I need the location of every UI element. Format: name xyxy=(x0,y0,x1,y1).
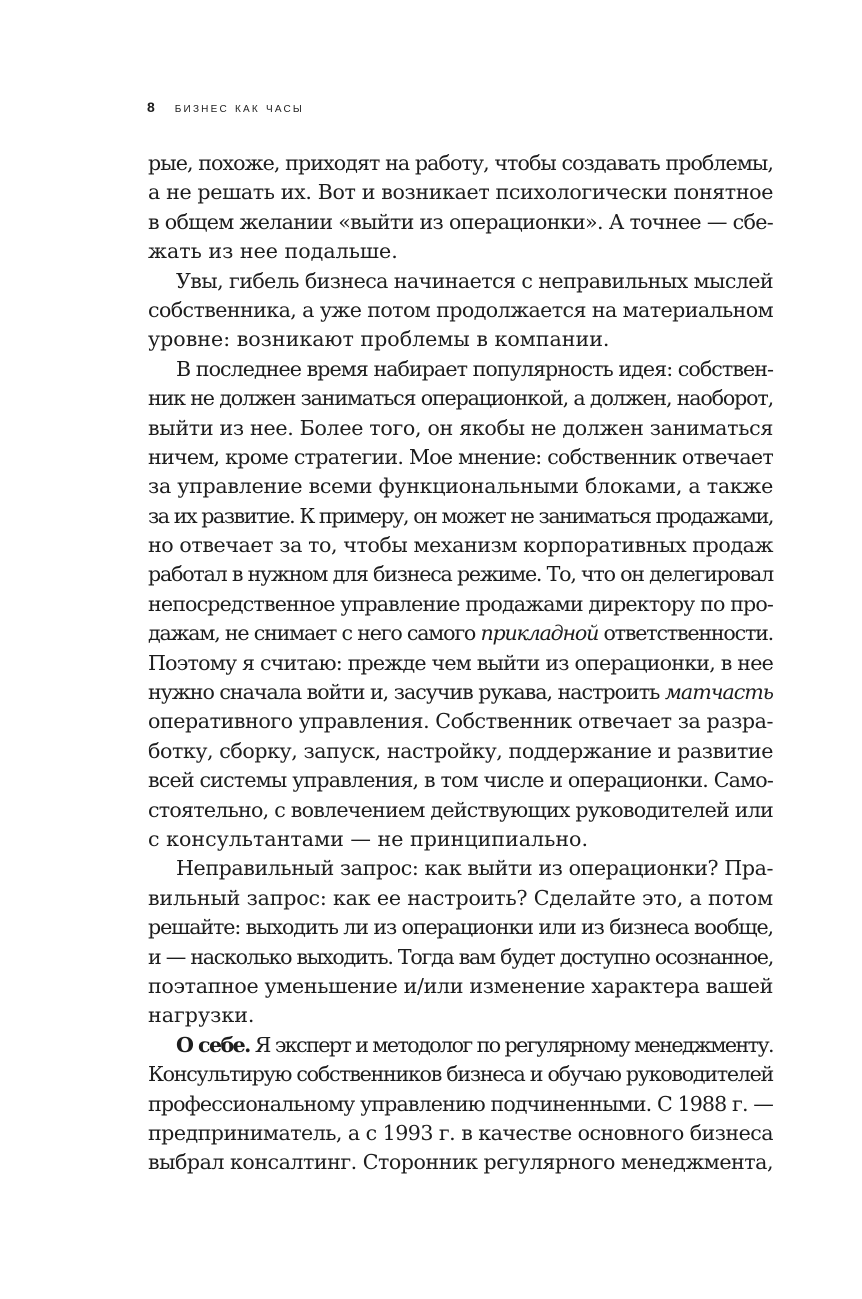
italic-term: матчасть xyxy=(664,680,774,705)
paragraph xyxy=(148,267,773,355)
text-line: В последнее время набирает популярность идея: собствен- xyxy=(176,356,774,381)
text-line xyxy=(148,678,773,707)
text-line: ник не должен заниматься операционкой, а должен, наоборот, xyxy=(148,386,773,411)
paragraph xyxy=(148,1031,773,1178)
text-line: выйти из нее. Более того, он якобы не должен заниматься xyxy=(148,415,773,440)
text-line: решайте: выходить ли из операционки или из бизнеса вообще, xyxy=(148,915,773,940)
running-head xyxy=(147,96,304,118)
paragraph xyxy=(148,149,773,267)
text-line: и — насколько выходить. Тогда вам будет доступно осознанное, xyxy=(148,944,773,969)
bold-lead: О себе. xyxy=(176,1032,250,1057)
text-line: но отвечает за то, чтобы механизм корпоративных продаж xyxy=(148,533,774,558)
text-run: ответственности. xyxy=(598,621,774,646)
text-line: всей системы управления, в том числе и операционки. Само- xyxy=(148,768,774,793)
text-line: непосредственное управление продажами директору по про- xyxy=(148,591,774,616)
body-text xyxy=(148,149,773,1178)
paragraph xyxy=(148,854,773,1030)
text-line: с консультантами — не принципиально. xyxy=(148,826,589,851)
text-line: ботку, сборку, запуск, настройку, поддержание и развитие xyxy=(148,738,773,763)
text-run: нужно сначала войти и, засучив рукава, настроить xyxy=(148,680,665,705)
text-line: работал в нужном для бизнеса режиме. То, что он делегировал xyxy=(148,562,773,587)
text-line xyxy=(148,619,773,648)
text-line: за их развитие. К примеру, он может не заниматься продажами, xyxy=(148,503,774,528)
text-line: Увы, гибель бизнеса начинается с неправильных мыслей xyxy=(176,268,774,293)
text-line: Консультирую собственников бизнеса и обучаю руководителей xyxy=(148,1062,773,1087)
text-line: жать из нее подальше. xyxy=(148,239,398,264)
text-run: Я эксперт и методолог по регулярному менеджменту. xyxy=(249,1032,774,1057)
text-line: за управление всеми функциональными блоками, а также xyxy=(148,474,773,499)
text-line: профессиональному управлению подчиненными. С 1988 г. — xyxy=(148,1091,774,1116)
text-line: оперативного управления. Собственник отвечает за разра- xyxy=(148,709,774,734)
text-run: дажам, не снимает с него самого xyxy=(148,621,481,646)
text-line: а не решать их. Вот и возникает психологически понятное xyxy=(148,180,774,205)
text-line: рые, похоже, приходят на работу, чтобы создавать проблемы, xyxy=(148,151,773,175)
text-line: Неправильный запрос: как выйти из операционки? Пра- xyxy=(176,856,773,881)
text-line: вильный запрос: как ее настроить? Сделайте это, а потом xyxy=(148,885,773,910)
page-number: 8 xyxy=(147,99,155,115)
text-line: уровне: возникают проблемы в компании. xyxy=(148,327,610,352)
text-line: собственника, а уже потом продолжается на материальном xyxy=(148,297,773,322)
text-line: поэтапное уменьшение и/или изменение характера вашей xyxy=(148,973,773,998)
text-line: предприниматель, а с 1993 г. в качестве основного бизнеса xyxy=(148,1120,773,1145)
text-line: в общем желании «выйти из операционки». А точнее — сбе- xyxy=(148,209,773,234)
book-title: бизнес как часы xyxy=(174,99,304,115)
italic-term: прикладной xyxy=(480,621,599,646)
text-line: Поэтому я считаю: прежде чем выйти из операционки, в нее xyxy=(148,650,774,675)
text-line xyxy=(148,1031,773,1060)
text-line: стоятельно, с вовлечением действующих руководителей или xyxy=(148,797,773,822)
text-line: ничем, кроме стратегии. Мое мнение: собственник отвечает xyxy=(148,444,773,469)
paragraph xyxy=(148,355,773,855)
text-line: нагрузки. xyxy=(148,1003,255,1028)
text-line: выбрал консалтинг. Сторонник регулярного менеджмента, xyxy=(148,1150,773,1175)
